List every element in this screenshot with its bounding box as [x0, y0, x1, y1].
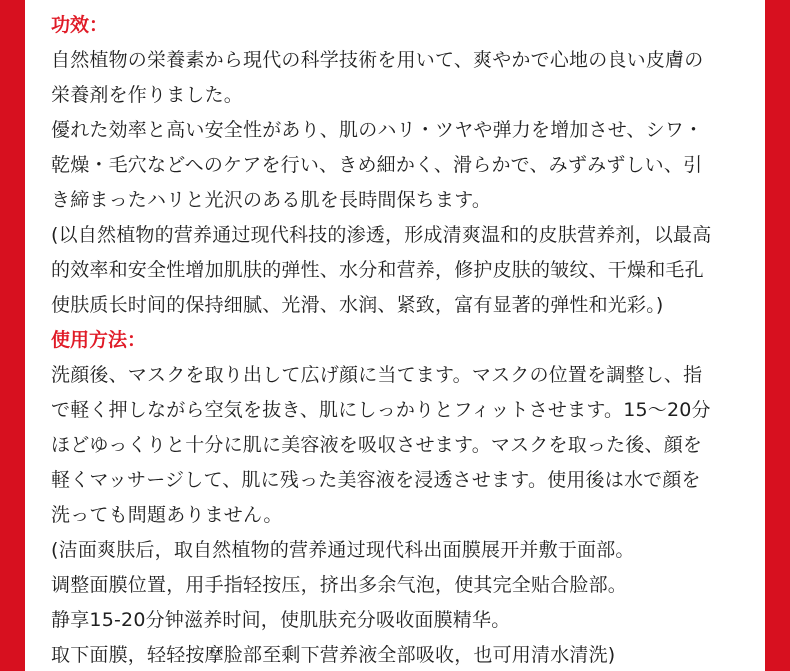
text-line: 的效率和安全性增加肌肤的弹性、水分和营养，修护皮肤的皱纹、干燥和毛孔	[51, 259, 704, 281]
text-line: 静享15-20分钟滋养时间，使肌肤充分吸收面膜精华。	[51, 609, 511, 631]
description-panel	[51, 0, 732, 671]
usage-section	[51, 323, 732, 671]
usage-japanese-text	[51, 358, 732, 533]
text-line: 取下面膜，轻轻按摩脸部至剩下营养液全部吸收，也可用清水清洗)	[51, 644, 616, 666]
text-line: 軽くマッサージして、肌に残った美容液を浸透させます。使用後は水で顔を	[51, 469, 701, 491]
text-line: 自然植物の栄養素から現代の科学技術を用いて、爽やかで心地の良い皮膚の	[51, 49, 704, 71]
text-line: 使肤质长时间的保持细腻、光滑、水润、紧致，富有显著的弹性和光彩。)	[51, 294, 664, 316]
effect-japanese-text	[51, 43, 732, 218]
usage-heading: 使用方法：	[51, 329, 147, 351]
text-line: (以自然植物的营养通过现代科技的渗透，形成清爽温和的皮肤营养剂，以最高	[51, 224, 712, 246]
right-red-border	[765, 0, 790, 671]
effect-chinese-text	[51, 218, 732, 323]
text-line: 调整面膜位置，用手指轻按压，挤出多余气泡，使其完全贴合脸部。	[51, 574, 628, 596]
text-line: (洁面爽肤后，取自然植物的营养通过现代科出面膜展开并敷于面部。	[51, 539, 635, 561]
text-line: で軽く押しながら空気を抜き、肌にしっかりとフィットさせます。15～20分	[51, 399, 711, 421]
usage-chinese-text	[51, 533, 732, 671]
text-line: き締まったハリと光沢のある肌を長時間保ちます。	[51, 189, 492, 211]
left-red-border	[0, 0, 25, 671]
text-line: 洗顔後、マスクを取り出して広げ顔に当てます。マスクの位置を調整し、指	[51, 364, 703, 386]
text-line: 洗っても問題ありません。	[51, 504, 283, 526]
text-line: 乾燥・毛穴などへのケアを行い、きめ細かく、滑らかで、みずみずしい、引	[51, 154, 703, 176]
text-line: ほどゆっくりと十分に肌に美容液を吸収させます。マスクを取った後、顔を	[51, 434, 703, 456]
effect-heading: 功效：	[51, 14, 109, 36]
text-line: 優れた効率と高い安全性があり、肌のハリ・ツヤや弹力を增加させ、シワ・	[51, 119, 704, 141]
effect-section	[51, 8, 732, 323]
text-line: 栄養剤を作りました。	[51, 84, 244, 106]
